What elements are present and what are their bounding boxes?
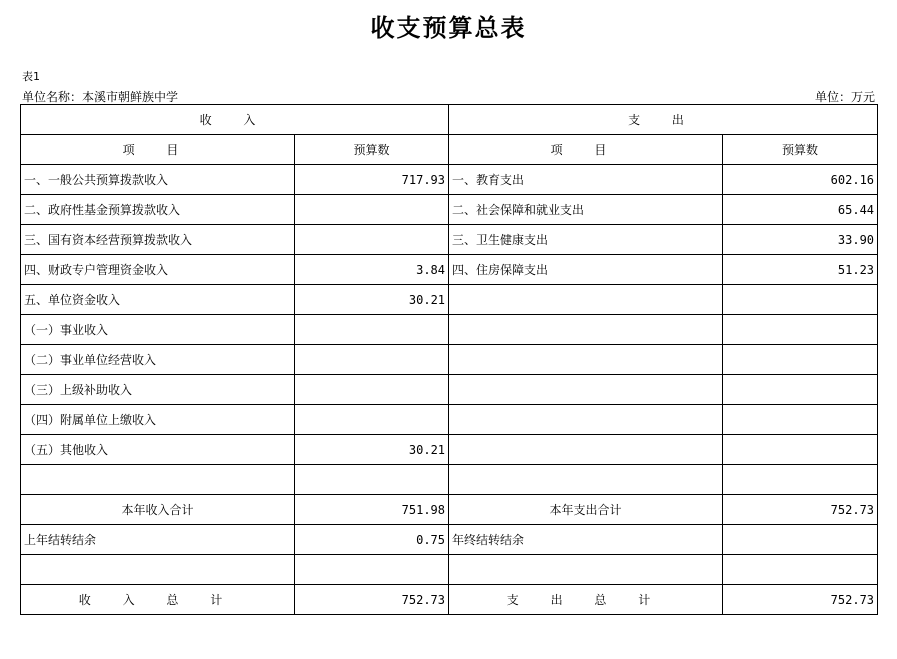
income-item: 三、国有资本经营预算拨款收入 bbox=[21, 225, 295, 255]
unit-name: 单位名称：本溪市朝鲜族中学 bbox=[22, 90, 179, 104]
income-value bbox=[295, 465, 449, 495]
table-row bbox=[21, 315, 878, 345]
income-item: （四）附属单位上缴收入 bbox=[21, 405, 295, 435]
income-year-total-label: 本年收入合计 bbox=[21, 495, 295, 525]
expense-item: 二、社会保障和就业支出 bbox=[449, 195, 723, 225]
carry-over-row bbox=[21, 525, 878, 555]
expense-value bbox=[723, 375, 878, 405]
table-row bbox=[21, 435, 878, 465]
income-value bbox=[295, 195, 449, 225]
income-section-header: 收 入 bbox=[21, 105, 449, 135]
table-row bbox=[21, 255, 878, 285]
table-number: 表1 bbox=[22, 70, 40, 83]
expense-year-total-label: 本年支出合计 bbox=[449, 495, 723, 525]
income-value: 30.21 bbox=[295, 285, 449, 315]
table-row bbox=[21, 165, 878, 195]
expense-section-header: 支 出 bbox=[449, 105, 878, 135]
expense-item-header: 项 目 bbox=[449, 135, 723, 165]
table-row bbox=[21, 225, 878, 255]
year-total-row bbox=[21, 495, 878, 525]
income-value: 717.93 bbox=[295, 165, 449, 195]
blank-cell bbox=[21, 555, 295, 585]
expense-value: 51.23 bbox=[723, 255, 878, 285]
table-row bbox=[21, 465, 878, 495]
expense-item bbox=[449, 285, 723, 315]
income-item: （五）其他收入 bbox=[21, 435, 295, 465]
income-item: （三）上级补助收入 bbox=[21, 375, 295, 405]
income-item: 五、单位资金收入 bbox=[21, 285, 295, 315]
expense-item bbox=[449, 435, 723, 465]
expense-item bbox=[449, 315, 723, 345]
expense-value bbox=[723, 345, 878, 375]
income-value bbox=[295, 225, 449, 255]
expense-item: 三、卫生健康支出 bbox=[449, 225, 723, 255]
table-row bbox=[21, 285, 878, 315]
table-row bbox=[21, 375, 878, 405]
expense-value: 33.90 bbox=[723, 225, 878, 255]
expense-value bbox=[723, 435, 878, 465]
expense-budget-header: 预算数 bbox=[723, 135, 878, 165]
income-value bbox=[295, 315, 449, 345]
income-item: 四、财政专户管理资金收入 bbox=[21, 255, 295, 285]
income-year-total-value: 751.98 bbox=[295, 495, 449, 525]
expense-grand-total-label: 支 出 总 计 bbox=[449, 585, 723, 615]
income-value bbox=[295, 405, 449, 435]
table-row bbox=[21, 405, 878, 435]
income-value: 30.21 bbox=[295, 435, 449, 465]
expense-item bbox=[449, 345, 723, 375]
blank-cell bbox=[723, 555, 878, 585]
income-grand-total-value: 752.73 bbox=[295, 585, 449, 615]
expense-year-total-value: 752.73 bbox=[723, 495, 878, 525]
income-item: 二、政府性基金预算拨款收入 bbox=[21, 195, 295, 225]
income-item: （一）事业收入 bbox=[21, 315, 295, 345]
expense-value: 602.16 bbox=[723, 165, 878, 195]
income-value: 3.84 bbox=[295, 255, 449, 285]
expense-item: 一、教育支出 bbox=[449, 165, 723, 195]
column-header-row bbox=[21, 135, 878, 165]
blank-row bbox=[21, 555, 878, 585]
income-value bbox=[295, 375, 449, 405]
expense-item bbox=[449, 375, 723, 405]
currency-unit: 单位：万元 bbox=[814, 90, 875, 104]
income-item: （二）事业单位经营收入 bbox=[21, 345, 295, 375]
table-row bbox=[21, 195, 878, 225]
income-carry-value: 0.75 bbox=[295, 525, 449, 555]
income-item-header: 项 目 bbox=[21, 135, 295, 165]
expense-value bbox=[723, 315, 878, 345]
expense-item bbox=[449, 405, 723, 435]
income-carry-label: 上年结转结余 bbox=[21, 525, 295, 555]
expense-value bbox=[723, 285, 878, 315]
grand-total-row bbox=[21, 585, 878, 615]
expense-carry-label: 年终结转结余 bbox=[449, 525, 723, 555]
income-item: 一、一般公共预算拨款收入 bbox=[21, 165, 295, 195]
expense-carry-value bbox=[723, 525, 878, 555]
table-row bbox=[21, 345, 878, 375]
budget-table bbox=[20, 104, 878, 615]
income-grand-total-label: 收 入 总 计 bbox=[21, 585, 295, 615]
expense-value bbox=[723, 405, 878, 435]
section-header-row bbox=[21, 105, 878, 135]
blank-cell bbox=[449, 555, 723, 585]
expense-value bbox=[723, 465, 878, 495]
blank-cell bbox=[295, 555, 449, 585]
income-item bbox=[21, 465, 295, 495]
expense-grand-total-value: 752.73 bbox=[723, 585, 878, 615]
expense-value: 65.44 bbox=[723, 195, 878, 225]
page-title: 收支预算总表 bbox=[370, 13, 527, 42]
income-value bbox=[295, 345, 449, 375]
income-budget-header: 预算数 bbox=[295, 135, 449, 165]
expense-item bbox=[449, 465, 723, 495]
expense-item: 四、住房保障支出 bbox=[449, 255, 723, 285]
